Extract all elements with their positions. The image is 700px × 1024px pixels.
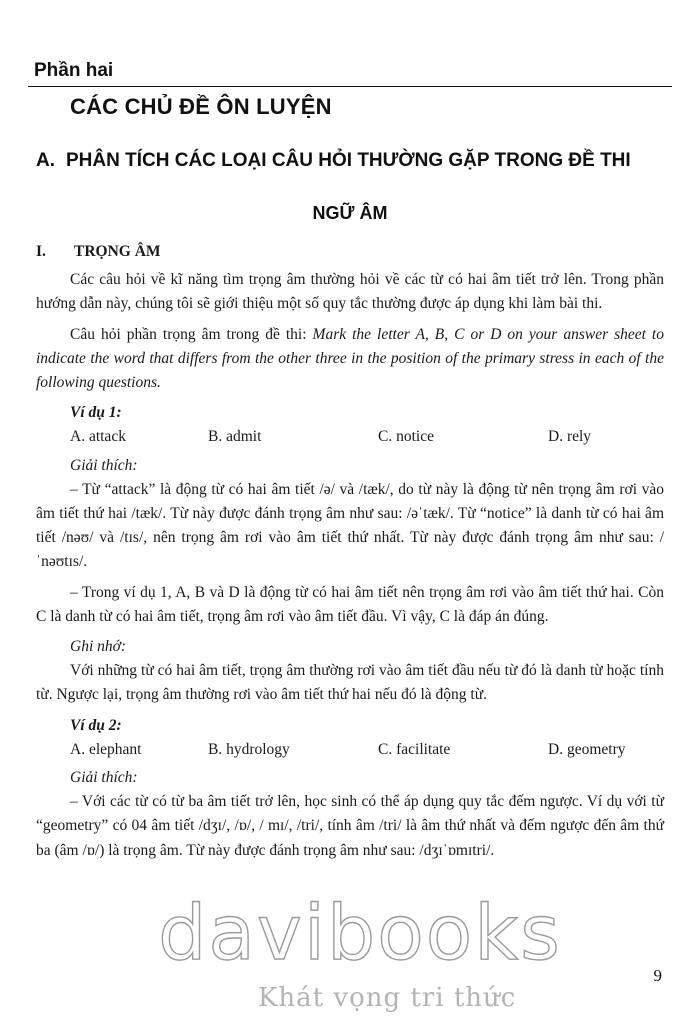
body-text xyxy=(36,240,664,869)
subsection-title xyxy=(36,150,631,172)
example-2-option-c: C. facilitate xyxy=(378,740,451,758)
example-2-option-b: B. hydrology xyxy=(208,740,290,758)
part-I-number: I. xyxy=(36,243,46,260)
example-2-option-d: D. geometry xyxy=(548,740,626,758)
example-1-options xyxy=(36,425,664,449)
example-1-option-b: B. admit xyxy=(208,428,262,446)
example-2-explain-label: Giải thích: xyxy=(70,769,138,787)
example-1-note-text: Với những từ có hai âm tiết, trọng âm thường rơi vào âm tiết đầu nếu từ đó là danh từ hoặc tính từ. Ngược lại, trọng âm thường rơi vào âm tiết thứ hai nếu đó là động từ. xyxy=(36,662,664,704)
part-I-title: TRỌNG ÂM xyxy=(74,243,161,260)
example-1-note-label: Ghi nhớ: xyxy=(70,638,127,656)
example-2-options xyxy=(36,738,664,762)
intro-paragraph: Các câu hỏi về kĩ năng tìm trọng âm thường hỏi về các từ có hai âm tiết trở lên. Trong phần hướng dẫn này, chúng tôi sẽ giới thiệu một số quy tắc thường được áp dụng khi làm bài thi. xyxy=(36,271,664,313)
example-1-option-d: D. rely xyxy=(548,428,592,446)
question-paragraph xyxy=(36,323,664,396)
example-2-label: Ví dụ 2: xyxy=(70,716,122,734)
example-1-label: Ví dụ 1: xyxy=(70,404,122,422)
example-1-option-a: A. attack xyxy=(70,428,126,446)
example-2-option-a: A. elephant xyxy=(70,740,142,758)
question-prefix: Câu hỏi phần trọng âm trong đề thi: xyxy=(70,325,313,343)
example-2-explanation-1: – Với các từ có từ ba âm tiết trở lên, học sinh có thể áp dụng quy tắc đếm ngược. Ví dụ với từ “geometry” có 04 âm tiết /dʒɪ/, /ɒ/, / mɪ/, /tri/, tính âm /tri/ là âm thứ nhất và đếm ngược đến âm thứ ba (âm /ɒ/) là trọng âm. Từ này được đánh trọng âm như sau: /dʒɪˈɒmɪtri/. xyxy=(36,793,664,859)
header-divider xyxy=(28,86,672,87)
example-1-explanation-2: – Trong ví dụ 1, A, B và D là động từ có hai âm tiết nên trọng âm rơi vào âm tiết thứ hai. Còn C là danh từ có hai âm tiết, trọng âm rơi vào âm tiết đầu. Vì vậy, C là đáp án đúng. xyxy=(36,583,664,625)
section-title: CÁC CHỦ ĐỀ ÔN LUYỆN xyxy=(70,94,332,119)
subsection-title-line2: NGỮ ÂM xyxy=(312,203,388,223)
part-I-heading xyxy=(36,240,664,264)
watermark-tagline: Khát vọng tri thức xyxy=(258,983,517,1013)
example-1-option-c: C. notice xyxy=(378,428,434,446)
example-1-explanation-1: – Từ “attack” là động từ có hai âm tiết /ə/ và /tæk/, do từ này là động từ nên trọng âm rơi vào âm tiết thứ hai /tæk/. Từ này được đánh trọng âm như sau: /əˈtæk/. Từ “notice” là danh từ có hai âm tiết /nəʊ/ và /tɪs/, nên trọng âm rơi vào âm tiết thứ nhất. Từ này được đánh trọng âm như sau: /ˈnəʊtɪs/. xyxy=(36,480,664,571)
subsection-title-text: PHÂN TÍCH CÁC LOẠI CÂU HỎI THƯỜNG GẶP TRONG ĐỀ THI xyxy=(66,150,631,171)
watermark-logo: davibooks xyxy=(158,888,562,977)
question-instruction: Mark the letter A, B, C or D on your answer sheet to indicate the word that differs from the other three in the position of the primary stress in each of the following questions. xyxy=(36,325,664,392)
part-label: Phần hai xyxy=(34,60,114,81)
page-number: 9 xyxy=(653,966,662,985)
subsection-letter: A. xyxy=(36,150,55,171)
example-1-explain-label: Giải thích: xyxy=(70,456,138,474)
